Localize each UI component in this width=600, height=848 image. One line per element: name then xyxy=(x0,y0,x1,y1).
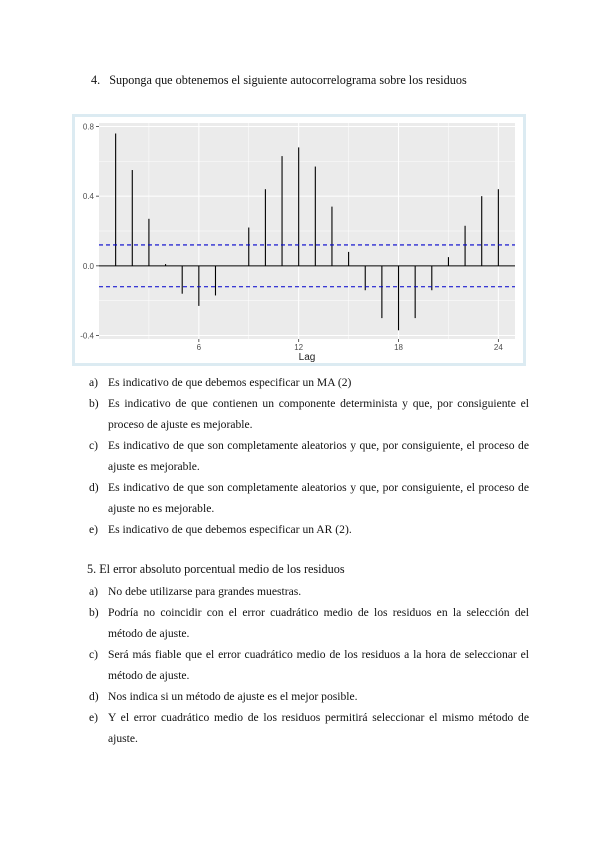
option-letter: a) xyxy=(89,585,99,598)
question-4-option-c xyxy=(89,435,529,477)
option-letter: d) xyxy=(89,690,99,703)
x-axis-label: Lag xyxy=(298,352,316,363)
option-letter: e) xyxy=(89,523,99,536)
x-tick-label: 6 xyxy=(196,343,202,352)
x-tick-label: 24 xyxy=(493,343,503,352)
acf-chart xyxy=(72,114,526,366)
acf-chart-svg xyxy=(75,117,523,363)
question-4-number: 4. xyxy=(91,73,101,87)
question-4-option-e xyxy=(89,519,529,540)
question-4-option-d xyxy=(89,477,529,519)
question-4-text: Suponga que obtenemos el siguiente autocorrelograma sobre los residuos xyxy=(109,73,467,87)
option-text: Es indicativo de que debemos especificar un MA (2) xyxy=(108,376,352,389)
question-5-option-c xyxy=(89,644,529,686)
option-letter: d) xyxy=(89,481,99,494)
option-text: Será más fiable que el error cuadrático medio de los residuos a la hora de seleccionar el método de ajuste. xyxy=(108,648,529,682)
y-tick-label: -0.4 xyxy=(80,331,94,341)
option-letter: a) xyxy=(89,376,99,389)
x-tick-label: 18 xyxy=(394,343,403,352)
y-tick-label: 0.0 xyxy=(82,261,94,271)
question-5-title: 5. El error absoluto porcentual medio de los residuos xyxy=(87,562,345,576)
option-text: Es indicativo de que son completamente aleatorios y que, por consiguiente, el proceso de ajuste es mejorable. xyxy=(108,439,529,473)
question-5-option-a xyxy=(89,581,529,602)
option-text: Nos indica si un método de ajuste es el mejor posible. xyxy=(108,690,358,703)
option-text: Es indicativo de que son completamente aleatorios y que, por consiguiente, el proceso de ajuste no es mejorable. xyxy=(108,481,529,515)
y-tick-label: 0.8 xyxy=(82,122,94,132)
question-5-option-b xyxy=(89,602,529,644)
option-letter: b) xyxy=(89,397,99,410)
option-letter: e) xyxy=(89,711,99,724)
question-5-options xyxy=(89,581,529,749)
question-4-title xyxy=(91,73,467,88)
question-4-option-b xyxy=(89,393,529,435)
question-4-option-a xyxy=(89,372,529,393)
option-text: Es indicativo de que debemos especificar un AR (2). xyxy=(108,523,352,536)
option-text: Es indicativo de que contienen un componente determinista y que, por consiguiente el proceso de ajuste es mejorable. xyxy=(108,397,529,431)
y-tick-label: 0.4 xyxy=(82,192,94,202)
question-5-option-d xyxy=(89,686,529,707)
option-letter: b) xyxy=(89,606,99,619)
option-text: Y el error cuadrático medio de los residuos permitirá seleccionar el mismo método de ajuste. xyxy=(108,711,529,745)
option-text: No debe utilizarse para grandes muestras. xyxy=(108,585,302,598)
x-tick-label: 12 xyxy=(294,343,304,352)
option-letter: c) xyxy=(89,439,99,452)
question-5-option-e xyxy=(89,707,529,749)
option-letter: c) xyxy=(89,648,99,661)
option-text: Podría no coincidir con el error cuadrático medio de los residuos en la selección del método de ajuste. xyxy=(108,606,529,640)
question-4-options xyxy=(89,372,529,540)
